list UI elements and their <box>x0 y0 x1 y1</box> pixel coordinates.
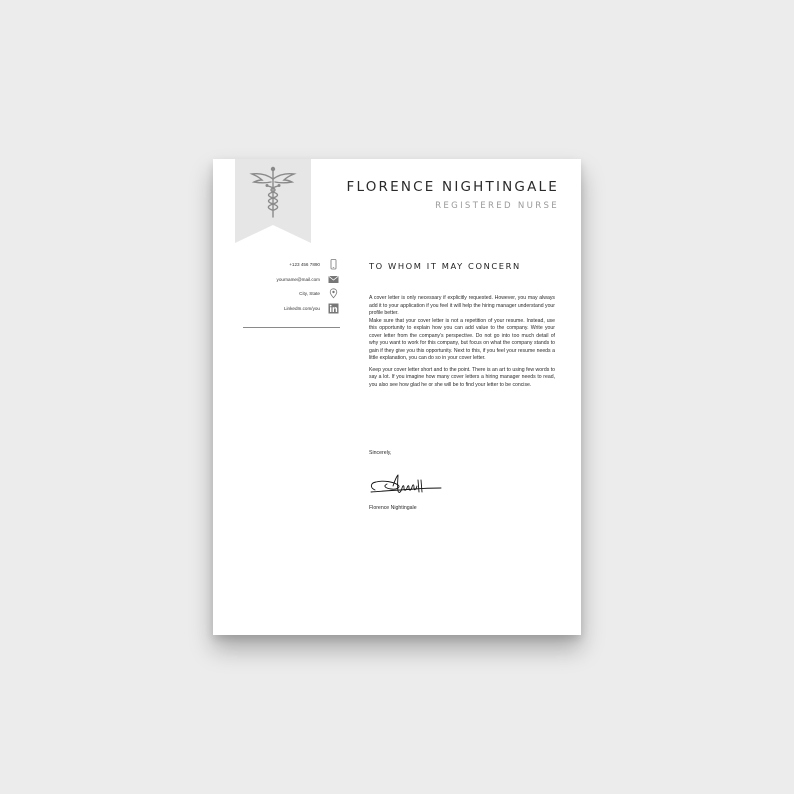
location-text: City, State <box>299 291 320 296</box>
linkedin-icon <box>328 303 339 314</box>
location-pin-icon <box>328 288 339 299</box>
salutation: TO WHOM IT MAY CONCERN <box>369 261 521 271</box>
contact-divider <box>243 327 340 328</box>
envelope-icon <box>328 274 339 285</box>
phone-number: +123 456 7890 <box>289 262 320 267</box>
header-ribbon <box>235 159 311 243</box>
contact-list <box>243 259 341 317</box>
contact-email <box>243 274 341 289</box>
signer-name: Florence Nightingale <box>369 505 417 511</box>
applicant-job-title: REGISTERED NURSE <box>435 201 559 211</box>
body-paragraph: A cover letter is only necessary if explicitly requested. However, you may always add it to your application if you feel it will help the hiring manager understand your profile better. <box>369 295 555 317</box>
caduceus-icon <box>235 159 311 243</box>
phone-icon <box>328 259 339 270</box>
closing: Sincerely, <box>369 450 392 456</box>
applicant-name: FLORENCE NIGHTINGALE <box>346 179 559 195</box>
email-address: yourname@mail.com <box>276 276 320 282</box>
contact-location <box>243 288 341 303</box>
body-paragraph: Make sure that your cover letter is not a repetition of your resume. Instead, use this opportunity to explain how you can add value to the company. Write your cover letter from the company’s perspective. Do not go into too much detail of why you want to work for this company, but focus on what the company stands to gain if they give you this opportunity. Next to this, if you feel your resume needs a little explanation, you can do so in your cover letter. <box>369 317 555 362</box>
body-paragraph: Keep your cover letter short and to the point. There is an art to using few words to say a lot. If you imagine how many cover letters a hiring manager needs to read, you also see how glad he or she will be to find your letter to be concise. <box>369 366 555 389</box>
contact-phone <box>243 259 341 274</box>
contact-linkedin <box>243 303 341 318</box>
signature-icon <box>367 470 443 500</box>
cover-letter-page <box>213 159 581 635</box>
linkedin-url: LinkedIn.com/you <box>283 305 320 311</box>
letter-body <box>369 295 555 390</box>
